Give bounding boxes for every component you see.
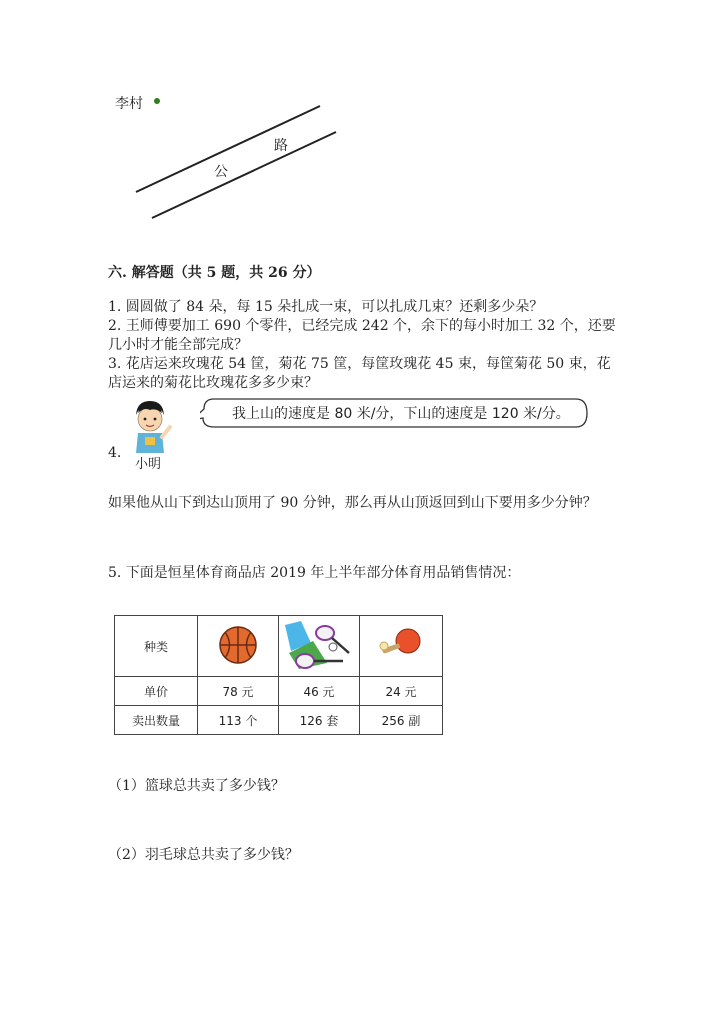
row-label-quantity: 卖出数量: [115, 706, 198, 735]
badminton-icon: [283, 617, 355, 673]
basketball-icon: [218, 625, 258, 665]
price-basketball: 78 元: [198, 677, 279, 706]
price-ping-pong: 24 元: [360, 677, 443, 706]
sales-table: [114, 615, 443, 735]
road-char-gong: 公: [214, 164, 228, 180]
question-4-text: 如果他从山下到达山顶用了 90 分钟，那么再从山顶返回到山下要用多少分钟？: [108, 495, 597, 511]
quantity-ping-pong: 256 副: [360, 706, 443, 735]
question-2-line-1: 2. 王师傅要加工 690 个零件，已经完成 242 个，余下的每小时加工 32 个，还要: [108, 318, 616, 334]
cell-ping-pong: [360, 616, 443, 677]
boy-name: 小明: [135, 457, 162, 472]
question-3-line-2: 店运来的菊花比玫瑰花多多少束？: [108, 375, 318, 391]
road-char-lu: 路: [274, 138, 288, 154]
question-3-line-1: 3. 花店运来玫瑰花 54 筐，菊花 75 筐，每筐玫瑰花 45 束，每筐菊花 50 束，花: [108, 356, 611, 372]
table-row: [115, 706, 443, 735]
table-row: [115, 616, 443, 677]
price-badminton: 46 元: [279, 677, 360, 706]
question-2-line-2: 几小时才能全部完成？: [108, 337, 248, 353]
question-5-sub-2: （2）羽毛球总共卖了多少钱？: [108, 847, 299, 863]
question-1: 1. 圆圆做了 84 朵，每 15 朵扎成一束，可以扎成几束？还剩多少朵？: [108, 299, 544, 315]
ping-pong-icon: [376, 628, 426, 662]
road-edge-upper: [136, 106, 320, 192]
table-row: [115, 677, 443, 706]
quantity-badminton: 126 套: [279, 706, 360, 735]
quantity-basketball: 113 个: [198, 706, 279, 735]
speech-bubble-text: 我上山的速度是 80 米/分，下山的速度是 120 米/分。: [232, 406, 570, 422]
row-label-category: 种类: [115, 616, 198, 677]
road-edge-lower: [152, 132, 336, 218]
section-title: 六. 解答题（共 5 题，共 26 分）: [108, 265, 321, 281]
row-label-price: 单价: [115, 677, 198, 706]
cell-basketball: [198, 616, 279, 677]
question-5-intro: 5. 下面是恒星体育商品店 2019 年上半年部分体育用品销售情况：: [108, 565, 521, 581]
cell-badminton: [279, 616, 360, 677]
question-5-sub-1: （1）篮球总共卖了多少钱？: [108, 778, 285, 794]
road-diagram: [120, 95, 350, 225]
question-4-number: 4.: [108, 445, 122, 461]
boy-icon: [128, 397, 172, 455]
village-label: 李村: [115, 96, 143, 112]
